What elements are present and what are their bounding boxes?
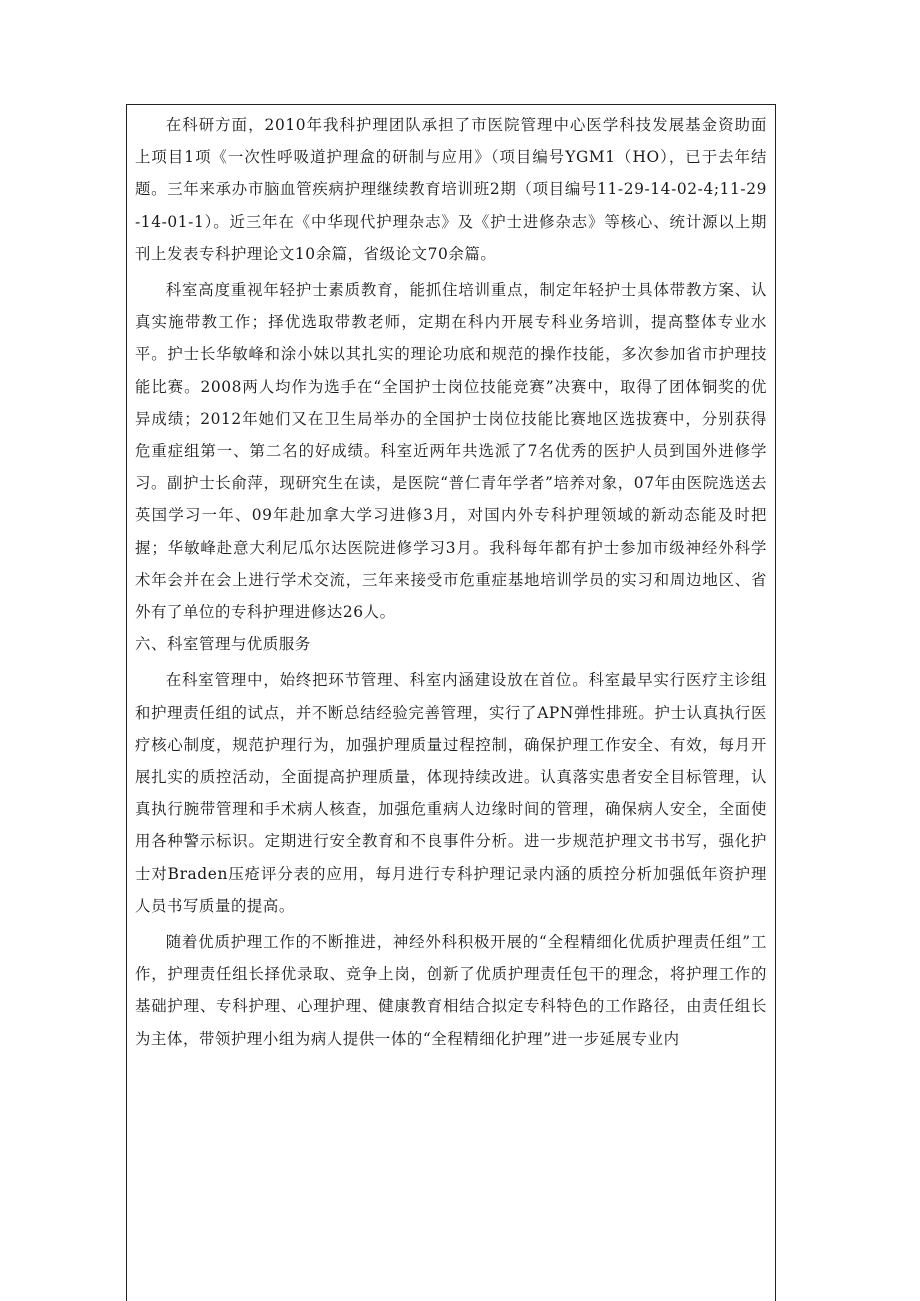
paragraph-quality-service: 随着优质护理工作的不断推进，神经外科积极开展的“全程精细化优质护理责任组”工作，护理责任组长择优录取、竞争上岗，创新了优质护理责任包干的理念，将护理工作的基础护理、专科护理、心理护理、健康教育相结合拟定专科特色的工作路径，由责任组长为主体，带领护理小组为病人提供一体的“全程精细化护理”进一步延展专业内 xyxy=(135,933,767,1048)
paragraph-management: 在科室管理中，始终把环节管理、科室内涵建设放在首位。科室最早实行医疗主诊组和护理责任组的试点，并不断总结经验完善管理，实行了APN弹性排班。护士认真执行医疗核心制度，规范护理行为，加强护理质量过程控制，确保护理工作安全、有效，每月开展扎实的质控活动，全面提高护理质量，体现持续改进。认真落实患者安全目标管理，认真执行腕带管理和手术病人核查，加强危重病人边缘时间的管理，确保病人安全，全面使用各种警示标识。定期进行安全教育和不良事件分析。进一步规范护理文书书写，强化护士对Braden压疮评分表的应用，每月进行专科护理记录内涵的质控分析加强低年资护理人员书写质量的提高。 xyxy=(135,671,767,915)
section-heading: 六、科室管理与优质服务 xyxy=(135,635,311,654)
document-body xyxy=(135,109,767,1055)
paragraph-training: 科室高度重视年轻护士素质教育，能抓住培训重点，制定年轻护士具体带教方案、认真实施带教工作；择优选取带教老师，定期在科内开展专科业务培训，提高整体专业水平。护士长华敏峰和涂小妹以其扎实的理论功底和规范的操作技能，多次参加省市护理技能比赛。2008两人均作为选手在“全国护士岗位技能竞赛”决赛中，取得了团体铜奖的优异成绩；2012年她们又在卫生局举办的全国护士岗位技能比赛地区选拔赛中，分别获得危重症组第一、第二名的好成绩。科室近两年共选派了7名优秀的医护人员到国外进修学习。副护士长俞萍，现研究生在读，是医院“普仁青年学者”培养对象，07年由医院选送去英国学习一年、09年赴加拿大学习进修3月，对国内外专科护理领域的新动态能及时把握；华敏峰赴意大利尼瓜尔达医院进修学习3月。我科每年都有护士参加市级神经外科学术年会并在会上进行学术交流，三年来接受市危重症基地培训学员的实习和周边地区、省外有了单位的专科护理进修达26人。 xyxy=(135,281,767,622)
document-frame xyxy=(126,104,776,1301)
paragraph-research: 在科研方面，2010年我科护理团队承担了市医院管理中心医学科技发展基金资助面上项目1项《一次性呼吸道护理盒的研制与应用》（项目编号YGM1（HO），已于去年结题。三年来承办市脑血管疾病护理继续教育培训班2期（项目编号11-29-14-02-4;11-29-14-01-1）。近三年在《中华现代护理杂志》及《护士进修杂志》等核心、统计源以上期刊上发表专科护理论文10余篇，省级论文70余篇。 xyxy=(135,116,767,263)
